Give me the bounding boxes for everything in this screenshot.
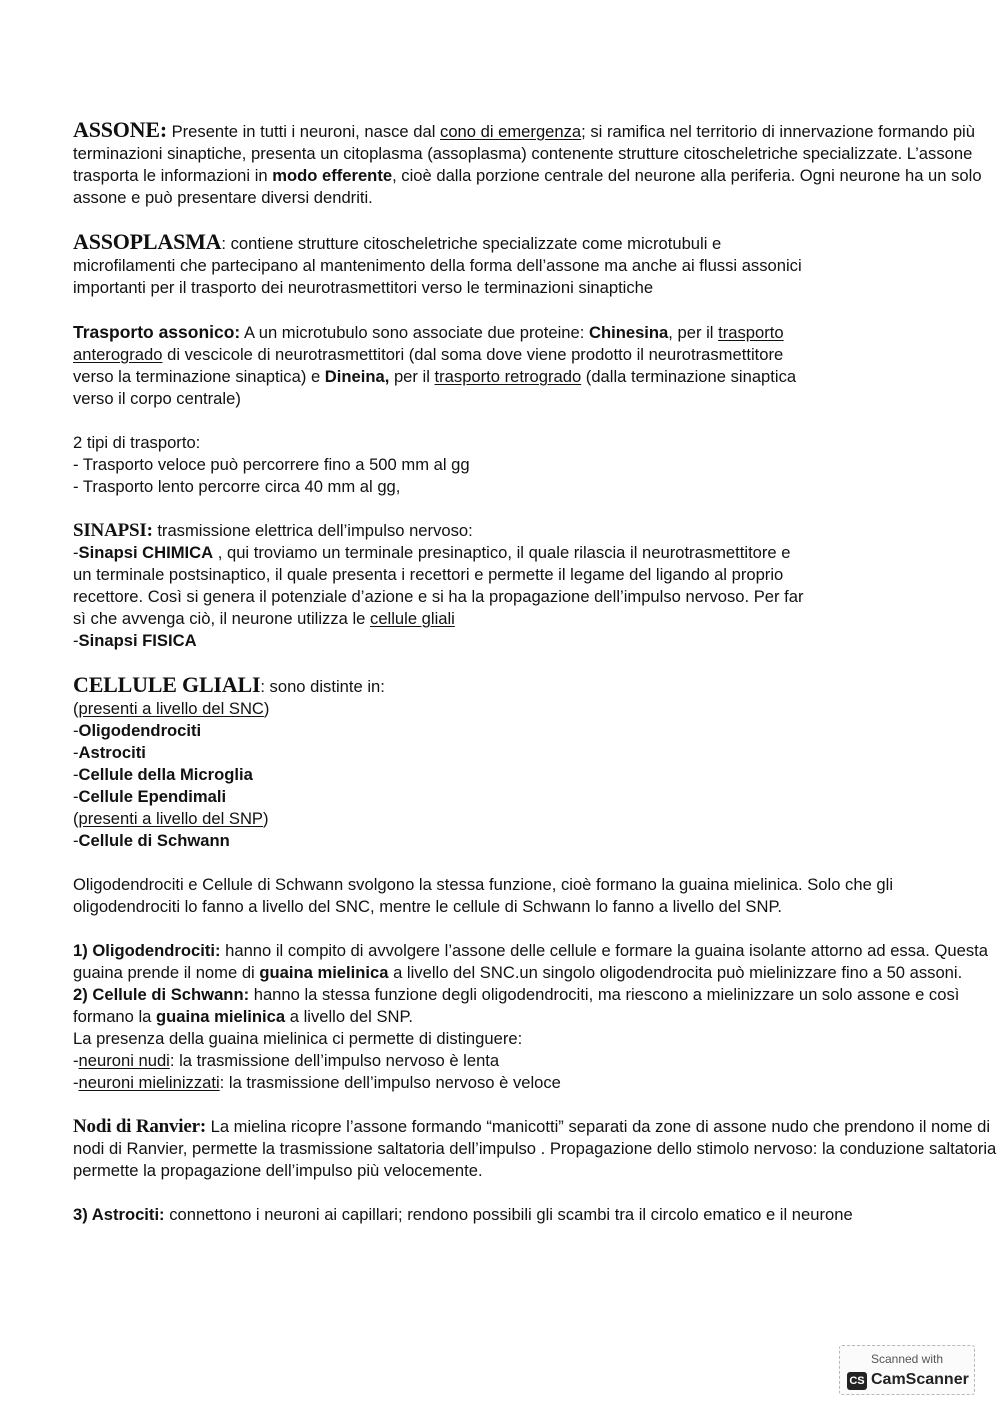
list-item: -Cellule Ependimali — [73, 787, 227, 806]
list-item: -Cellule di Schwann — [73, 831, 230, 850]
list-item: -Cellule della Microglia — [73, 765, 253, 784]
assone-heading: ASSONE: — [73, 117, 167, 142]
trasporto-heading: Trasporto assonico: — [73, 322, 241, 342]
presenza-intro: La presenza della guaina mielinica ci permette di distinguere: — [73, 1029, 523, 1048]
cellule-gliali-heading: CELLULE GLIALI — [73, 672, 261, 697]
list-item: -neuroni nudi: la trasmissione dell’impulso nervoso è lenta — [73, 1051, 500, 1070]
list-item: - Trasporto veloce può percorrere fino a 500 mm al gg — [73, 455, 470, 474]
list-item: -Oligodendrociti — [73, 721, 202, 740]
snc-note: (presenti a livello del SNC) — [73, 699, 270, 718]
assoplasma-heading: ASSOPLASMA — [73, 229, 222, 254]
sinapsi-paragraph: SINAPSI: trasmissione elettrica dell’impulso nervoso: -Sinapsi CHIMICA , qui troviamo un terminale presinaptico, il quale rilascia il neurotrasmettitore e un terminale postsinaptico, il quale presenta i recettori e permette il legame del ligando al proprio recettore. Così si genera il potenziale d’azione e si ha la propagazione dell’impulso nervoso. Per far sì che avvenga ciò, il neurone utilizza le cellule gliali -Sinapsi FISICA — [73, 520, 804, 650]
snp-note: (presenti a livello del SNP) — [73, 809, 269, 828]
tipi-trasporto-intro: 2 tipi di trasporto: — [73, 433, 201, 452]
trasporto-paragraph: Trasporto assonico: A un microtubulo sono associate due proteine: Chinesina, per il trasporto anterogrado di vescicole di neurotrasmettitori (dal soma dove viene prodotto il neurotrasmettitore verso la terminazione sinaptica) e Dineina, per il trasporto retrogrado (dalla terminazione sinaptica verso il corpo centrale) — [73, 322, 797, 408]
watermark-brand: CamScanner — [871, 1371, 969, 1388]
ranvier-heading: Nodi di Ranvier: — [73, 1116, 206, 1137]
oligo-schwann-paragraph: Oligodendrociti e Cellule di Schwann svolgono la stessa funzione, cioè formano la guaina mielinica. Solo che gli oligodendrociti lo fanno a livello del SNC, mentre le cellule di Schwann lo fanno a livello del SNP. — [73, 875, 894, 916]
list-item: -neuroni mielinizzati: la trasmissione dell’impulso nervoso è veloce — [73, 1073, 561, 1092]
sinapsi-heading: SINAPSI: — [73, 520, 153, 541]
ranvier-paragraph: Nodi di Ranvier: La mielina ricopre l’assone formando “manicotti” separati da zone di assone nudo che prendono il nome di nodi di Ranvier, permette la trasmissione saltatoria dell’impulso . Propagazione dello stimolo nervoso: la conduzione saltatoria permette la propagazione dell’impulso più velocemente. — [73, 1116, 997, 1180]
list-item: -Astrociti — [73, 743, 146, 762]
cono-emergenza-term: cono di emergenza — [440, 122, 582, 141]
assoplasma-paragraph: ASSOPLASMA: contiene strutture citoscheletriche specializzate come microtubuli e microfilamenti che partecipano al mantenimento della forma dell’assone ma anche ai flussi assonici importanti per il trasporto dei neurotrasmettitori verso le terminazioni sinaptiche — [73, 229, 802, 297]
document-page — [73, 119, 998, 1226]
astrociti-paragraph: 3) Astrociti: connettono i neuroni ai capillari; rendono possibili gli scambi tra il circolo ematico e il neurone — [73, 1205, 853, 1224]
cellule-gliali-heading-line: CELLULE GLIALI: sono distinte in: — [73, 672, 385, 697]
camscanner-logo-icon: CS — [847, 1372, 867, 1390]
oligodendrociti-paragraph: 1) Oligodendrociti: hanno il compito di avvolgere l’assone delle cellule e formare la guaina isolante attorno ad essa. Questa guaina prende il nome di guaina mielinica a livello del SNC.un singolo oligodendrocita può mielinizzare fino a 50 assoni. — [73, 941, 988, 982]
assone-paragraph: ASSONE: Presente in tutti i neuroni, nasce dal cono di emergenza; si ramifica nel territorio di innervazione formando più terminazioni sinaptiche, presenta un citoplasma (assoplasma) contenente strutture citoscheletriche specializzate. L’assone trasporta le informazioni in modo efferente, cioè dalla porzione centrale del neurone alla periferia. Ogni neurone ha un solo assone e può presentare diversi dendriti. — [73, 117, 982, 207]
list-item: - Trasporto lento percorre circa 40 mm al gg, — [73, 477, 401, 496]
watermark-caption: Scanned with — [870, 1352, 944, 1366]
schwann-paragraph: 2) Cellule di Schwann: hanno la stessa funzione degli oligodendrociti, ma riescono a mielinizzare un solo assone e così formano la guaina mielinica a livello del SNP. — [73, 985, 960, 1026]
camscanner-watermark — [839, 1345, 975, 1395]
